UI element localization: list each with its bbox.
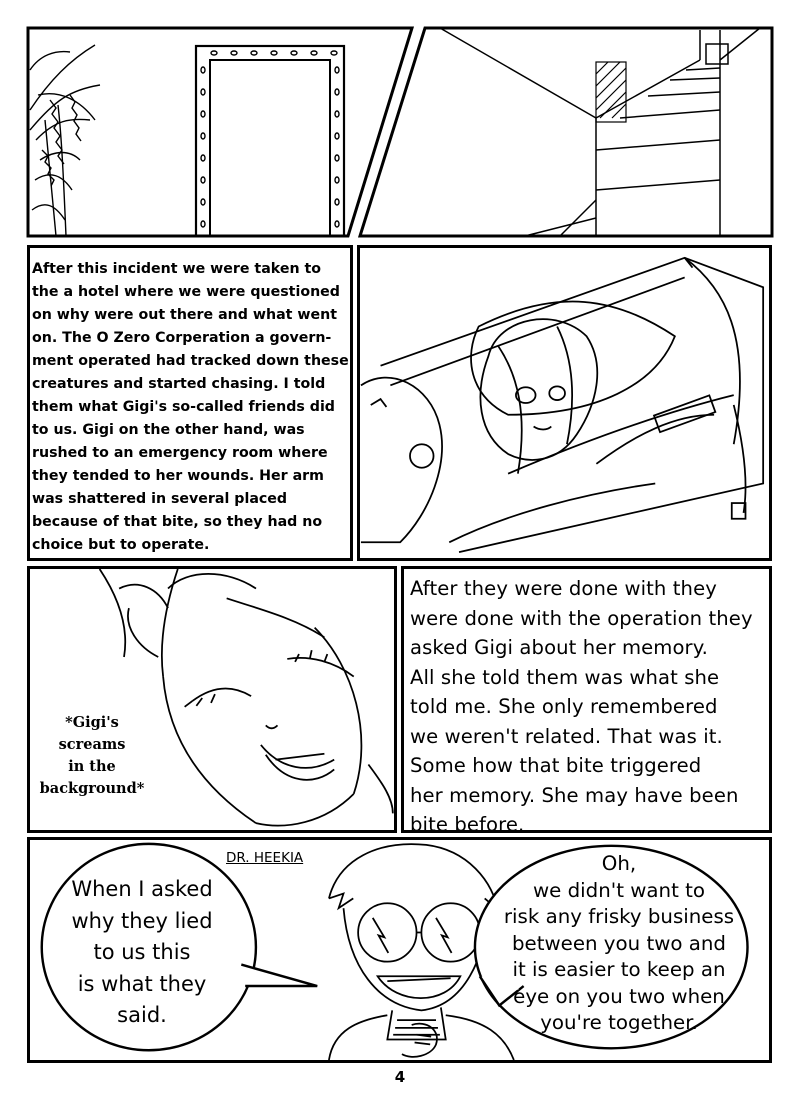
narration-text-memory: After they were done with they were done with the operation they asked Gigi about her memory. All she told them was what she told me. She only remembered we weren't related. That was it. Some how that bite triggered her memory. She may have been bite before. [410,577,753,836]
panel-hospital-bed [357,245,772,561]
panel-doorway [28,28,412,236]
speaker-label: DR. HEEKIA [226,850,304,866]
hospital-bed-illustration [360,248,769,558]
speech-text-right: Oh, we didn't want to risk any frisky business between you two and it is easier to keep an eye on you two when you're together. [503,852,735,1034]
panel-hallway [360,28,772,236]
top-panels-art [0,0,800,245]
sfx-screams-text: *Gigi's screams in the background* [39,714,145,797]
speech-text-left: When I asked why they lied to us this is what they said. [71,877,213,1027]
narration-text-hotel: After this incident we were taken to the a hotel where we were questioned on why were out there and what went on. The O Zero Corperation a govern- ment operated had tracked down these creatures and started chasing. I told them what Gigi's so-called friends did to us. Gigi on the other hand, was rushed to an emergency room where they tended to her wounds. Her arm was shattered in several placed because of that bite, so they had no choice but to operate. [32,261,349,553]
page-number: 4 [394,1068,406,1086]
